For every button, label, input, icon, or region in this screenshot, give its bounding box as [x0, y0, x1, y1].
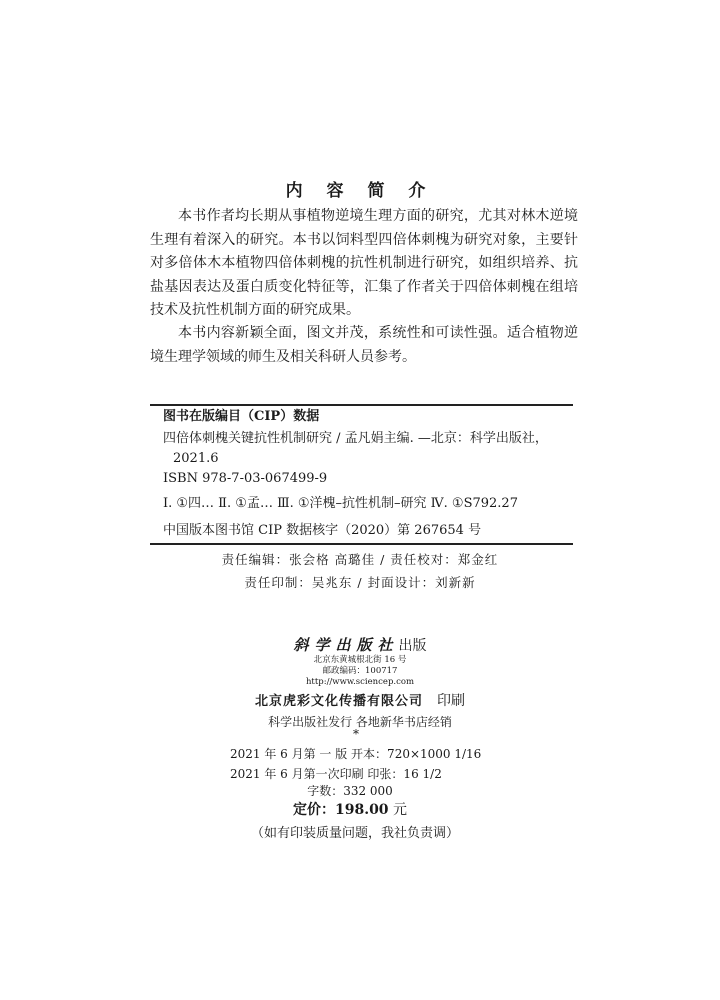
cip-line-2: 2021.6 — [173, 451, 219, 466]
printer-name: 北京虎彩文化传播有限公司 — [254, 694, 423, 709]
cip-classification: Ⅰ. ①四… Ⅱ. ①孟… Ⅲ. ①洋槐–抗性机制–研究 Ⅳ. ①S792.27 — [163, 496, 518, 511]
credits-line-2: 责任印制：吴兆东 / 封面设计：刘新新 — [244, 575, 476, 590]
price-value: 198.00 — [334, 802, 389, 818]
cip-library-number: 中国版本图书馆 CIP 数据核字（2020）第 267654 号 — [163, 523, 482, 538]
cip-top-rule — [150, 404, 573, 406]
cip-line-1: 四倍体刺槐关键抗性机制研究 / 孟凡娟主编. —北京：科学出版社， — [163, 431, 548, 446]
price-label: 定价： — [292, 802, 335, 818]
publisher-role: 出版 — [398, 638, 427, 654]
printing-info: 2021 年 6 月第一次印刷 印张：16 1/2 — [230, 767, 442, 781]
distribution: 科学出版社发行 各地新华书店经销 — [268, 715, 452, 729]
credits-line-1: 责任编辑：张会格 高璐佳 / 责任校对：郑金红 — [221, 552, 499, 567]
publisher-line — [0, 634, 720, 655]
cip-heading: 图书在版编目（CIP）数据 — [163, 409, 320, 424]
word-count: 字数：332 000 — [307, 784, 393, 798]
cip-isbn: ISBN 978-7-03-067499-9 — [163, 471, 328, 486]
printer-line — [0, 690, 720, 710]
summary-paragraph-1: 本书作者均长期从事植物逆境生理方面的研究，尤其对林木逆境生理有着深入的研究。本书以饲料型四倍体刺槐为研究对象，主要针对多倍体木本植物四倍体刺槐的抗性机制进行研究，如组织培养、抗盐基因表达及蛋白质变化特征等，汇集了作者关于四倍体刺槐在组培技术及抗性机制方面的研究成果。 — [150, 208, 578, 318]
star-divider: * — [353, 727, 359, 741]
publisher-logo: 斜学出版社 — [293, 636, 399, 654]
summary-title: 内 容 简 介 — [285, 181, 435, 201]
summary-paragraph-2: 本书内容新颖全面，图文并茂，系统性和可读性强。适合植物逆境生理学领域的师生及相关科研人员参考。 — [150, 325, 578, 365]
edition-info: 2021 年 6 月第 一 版 开本：720×1000 1/16 — [230, 747, 482, 761]
quality-notice: （如有印装质量问题，我社负责调） — [250, 826, 459, 841]
printer-role: 印刷 — [437, 693, 465, 709]
publisher-postcode: 邮政编码：100717 — [322, 666, 398, 676]
publisher-website: http://www.sciencep.com — [305, 677, 415, 687]
price — [0, 799, 710, 819]
cip-bottom-rule — [150, 543, 573, 545]
publisher-address: 北京东黄城根北街 16 号 — [313, 655, 407, 665]
price-unit: 元 — [388, 802, 408, 818]
